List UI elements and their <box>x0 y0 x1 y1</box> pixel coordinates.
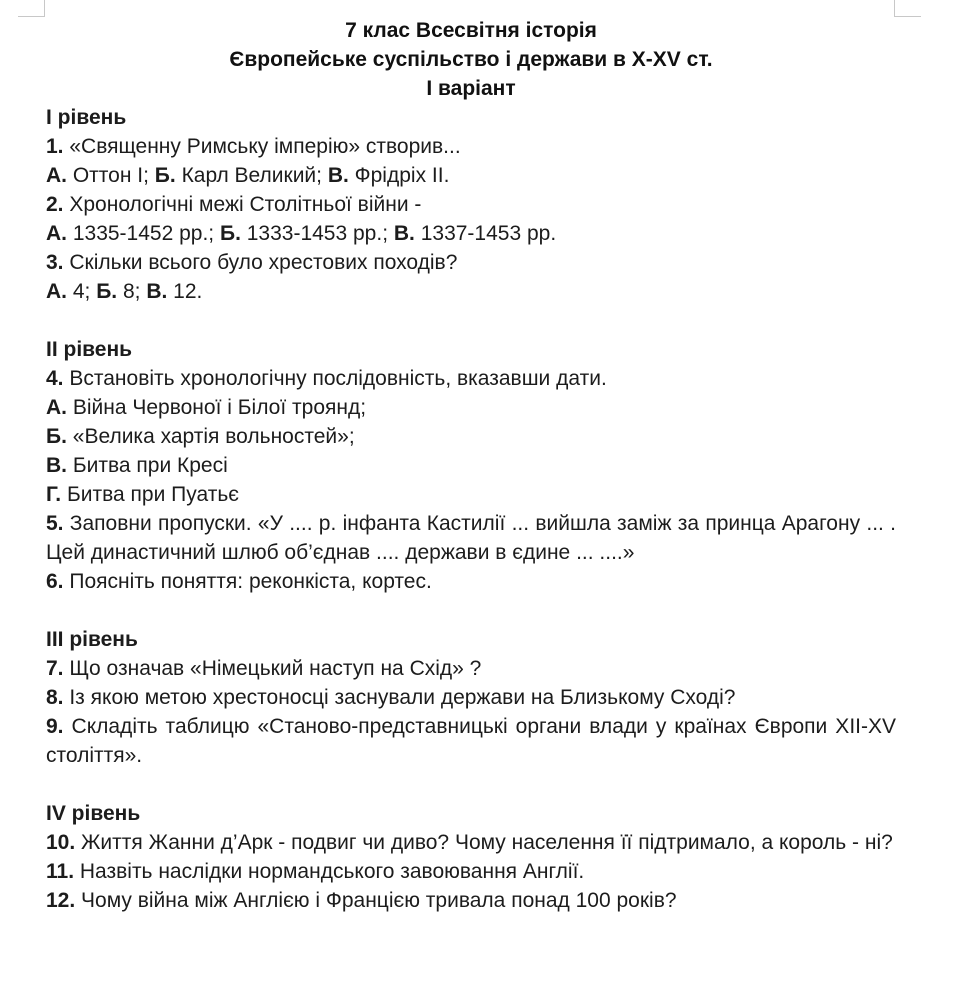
question-text: Хронологічні межі Столітньої війни - <box>63 193 422 216</box>
option-label: В. <box>393 222 415 245</box>
question-10 <box>46 828 896 857</box>
crop-mark-right <box>894 0 921 17</box>
question-number: 4. <box>46 367 64 390</box>
question-number: 2. <box>46 193 64 216</box>
crop-mark-left <box>18 0 45 17</box>
option-label: А. <box>46 222 67 245</box>
question-text: Поясніть поняття: реконкіста, кортес. <box>63 570 432 593</box>
option-label: А. <box>46 164 67 187</box>
question-8 <box>46 683 896 712</box>
option-text: 1335-1452 рр.; <box>67 222 220 245</box>
question-number: 7. <box>46 657 64 680</box>
question-9 <box>46 712 896 770</box>
level-1-heading: I рівень <box>46 106 127 129</box>
item-text: Битва при Кресі <box>67 454 228 477</box>
document-page <box>46 16 896 915</box>
option-label: А. <box>46 280 67 303</box>
option-text: 12. <box>167 280 203 303</box>
question-text: Що означав «Німецький наступ на Схід» ? <box>63 657 482 680</box>
header-variant: I варіант <box>426 77 516 100</box>
question-text: Скільки всього було хрестових походів? <box>63 251 458 274</box>
item-label: Г. <box>46 483 62 506</box>
question-2 <box>46 190 896 219</box>
item-label: В. <box>46 454 67 477</box>
question-text: Із якою метою хрестоносці заснували держави на Близькому Сході? <box>63 686 736 709</box>
option-text: Карл Великий; <box>175 164 328 187</box>
question-7 <box>46 654 896 683</box>
option-label: Б. <box>219 222 241 245</box>
question-text: Заповни пропуски. «У .... р. інфанта Кастилії ... вийшла заміж за принца Арагону ... . Цей династичний шлюб об’єднав .... держави в єдине ... ....» <box>46 512 896 564</box>
question-number: 12. <box>46 889 76 912</box>
item-label: Б. <box>46 425 67 448</box>
option-label: В. <box>327 164 349 187</box>
question-text: Назвіть наслідки нормандського завоювання Англії. <box>74 860 585 883</box>
question-number: 10. <box>46 831 76 854</box>
question-6 <box>46 567 896 596</box>
option-text: 1333-1453 рр.; <box>240 222 394 245</box>
question-number: 9. <box>46 715 64 738</box>
question-text: Складіть таблицю «Станово-представницькі органи влади у країнах Європи XII-XV століття». <box>46 715 896 767</box>
question-number: 8. <box>46 686 64 709</box>
question-3 <box>46 248 896 277</box>
question-number: 11. <box>46 860 75 883</box>
option-text: 4; <box>67 280 97 303</box>
question-4-item <box>46 422 896 451</box>
option-text: 1337-1453 рр. <box>414 222 557 245</box>
question-1-options <box>46 161 896 190</box>
question-1 <box>46 132 896 161</box>
item-text: «Велика хартія вольностей»; <box>66 425 355 448</box>
question-2-options <box>46 219 896 248</box>
header-grade-subject: 7 клас Всесвітня історія <box>345 19 597 42</box>
option-label: Б. <box>154 164 176 187</box>
question-5 <box>46 509 896 567</box>
option-label: Б. <box>96 280 118 303</box>
item-text: Війна Червоної і Білої троянд; <box>67 396 367 419</box>
option-text: Оттон І; <box>67 164 155 187</box>
question-11 <box>46 857 896 886</box>
level-3-heading: III рівень <box>46 628 138 651</box>
option-text: Фрідріх ІІ. <box>348 164 450 187</box>
question-number: 5. <box>46 512 64 535</box>
question-text: Чому війна між Англією і Францією тривала понад 100 років? <box>75 889 677 912</box>
level-2-heading: II рівень <box>46 338 133 361</box>
question-4-item <box>46 393 896 422</box>
option-label: В. <box>146 280 168 303</box>
question-text: Встановіть хронологічну послідовність, вказавши дати. <box>63 367 607 390</box>
question-4-item <box>46 480 896 509</box>
question-number: 6. <box>46 570 64 593</box>
question-text: «Священну Римську імперію» створив... <box>63 135 461 158</box>
question-3-options <box>46 277 896 306</box>
question-text: Життя Жанни д’Арк - подвиг чи диво? Чому населення її підтримало, а король - ні? <box>75 831 893 854</box>
question-number: 1. <box>46 135 64 158</box>
header-topic: Європейське суспільство і держави в X-XV ст. <box>229 48 713 71</box>
question-4 <box>46 364 896 393</box>
question-12 <box>46 886 896 915</box>
item-text: Битва при Пуатьє <box>61 483 239 506</box>
question-number: 3. <box>46 251 64 274</box>
option-text: 8; <box>117 280 147 303</box>
level-4-heading: IV рівень <box>46 802 141 825</box>
question-4-item <box>46 451 896 480</box>
item-label: А. <box>46 396 67 419</box>
